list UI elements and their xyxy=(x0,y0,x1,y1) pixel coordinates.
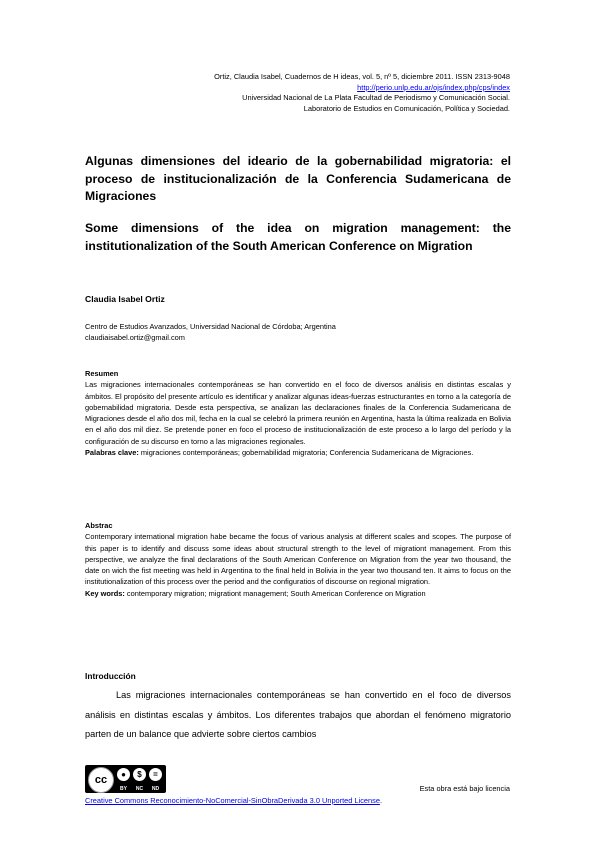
license-line xyxy=(85,796,382,805)
title-spanish: Algunas dimensiones del ideario de la gobernabilidad migratoria: el proceso de institucionalización de la Conferencia Sudamericana de Migraciones xyxy=(85,154,511,203)
affiliation-institution: Centro de Estudios Avanzados, Universidad Nacional de Córdoba; Argentina xyxy=(85,322,336,331)
affiliation xyxy=(85,322,336,343)
cc-license-badge[interactable] xyxy=(85,765,166,793)
license-link[interactable]: Creative Commons Reconocimiento-NoComercial-SinObraDerivada 3.0 Unported License xyxy=(85,796,380,805)
lab-line: Laboratorio de Estudios en Comunicación, Política y Sociedad. xyxy=(303,103,510,113)
university-line: Universidad Nacional de La Plata Facultad de Periodismo y Comunicación Social. xyxy=(242,93,510,103)
license-period: . xyxy=(379,796,382,805)
author-name: Claudia Isabel Ortiz xyxy=(85,294,165,304)
resumen-keywords: migraciones contemporáneas; gobernabilidad migratoria; Conferencia Sudamericana de Migraciones. xyxy=(140,448,474,458)
attribution-icon: ● xyxy=(117,768,130,781)
resumen-section xyxy=(85,368,511,458)
title-english: Some dimensions of the idea on migration management: the institutionalization of the South American Conference on Migration xyxy=(85,221,511,253)
noderivatives-icon: = xyxy=(149,768,162,781)
abstract-keywords: contemporary migration; migrationt management; South American Conference on Migration xyxy=(126,588,426,598)
cc-label-by: BY xyxy=(120,786,127,792)
running-header xyxy=(214,72,510,114)
noncommercial-icon: $ xyxy=(133,768,146,781)
abstract-body: Contemporary international migration habe became the focus of various analysis at different scales and scopes. The purpose of this paper is to identify and discuss some ideas about structural strength to the level of migrationt management. From this perspective, we analyze the final declarations of the South American Conference on Migration from the year two thousand, the date on wich the fist meeting was held in Argentina to the final held in Bolivia in the year two thousand ten. It aims to focus on the institutionalization of this process over the period and the configuratios of discourse on regional migration. xyxy=(85,532,511,587)
abstract-keywords-label: Key words: xyxy=(85,588,125,598)
license-text: Esta obra está bajo licencia xyxy=(419,784,510,793)
citation: Ortiz, Claudia Isabel, Cuadernos de H ideas, vol. 5, nº 5, diciembre 2011. ISSN 2313-9048 xyxy=(214,72,510,81)
intro-heading: Introducción xyxy=(85,671,136,681)
resumen-keywords-label: Palabras clave: xyxy=(85,448,139,458)
resumen-heading: Resumen xyxy=(85,369,119,378)
cc-logo-icon: cc xyxy=(88,767,114,793)
abstract-heading: Abstrac xyxy=(85,521,113,530)
abstract-section xyxy=(85,520,511,599)
resumen-body: Las migraciones internacionales contemporáneas se han convertido en el foco de diversos análisis en distintas escalas y ámbitos. El propósito del presente artículo es identificar y analizar algunas ideas-fuerzas estructurantes en torno a la categoría de gobernabilidad migratoria. Desde esta perspectiva, se analizan las declaraciones finales de la Conferencia Sudamericana de Migraciones desde el año dos mil, fecha en la cual se celebró la primera reunión en Argentina, hasta la última realizada en Bolivia en el año dos mil diez. Se pretende poner en foco el proceso de institucionalización de este proceso a lo largo del período y la configuración de su discurso en torno a las migraciones regionales. xyxy=(85,380,511,446)
author-email: claudiaisabel.ortiz@gmail.com xyxy=(85,332,185,342)
cc-label-nc: NC xyxy=(135,786,144,792)
cc-label-nd: ND xyxy=(151,786,160,792)
journal-url-link[interactable]: http://perio.unlp.edu.ar/ojs/index.php/cps/index xyxy=(357,82,510,92)
intro-paragraph: Las migraciones internacionales contemporáneas se han convertido en el foco de diversos análisis en distintas escalas y ámbitos. Los diferentes trabajos que abordan el fenómeno migratorio parten de un balance que advierte sobre ciertos cambios xyxy=(85,690,511,739)
